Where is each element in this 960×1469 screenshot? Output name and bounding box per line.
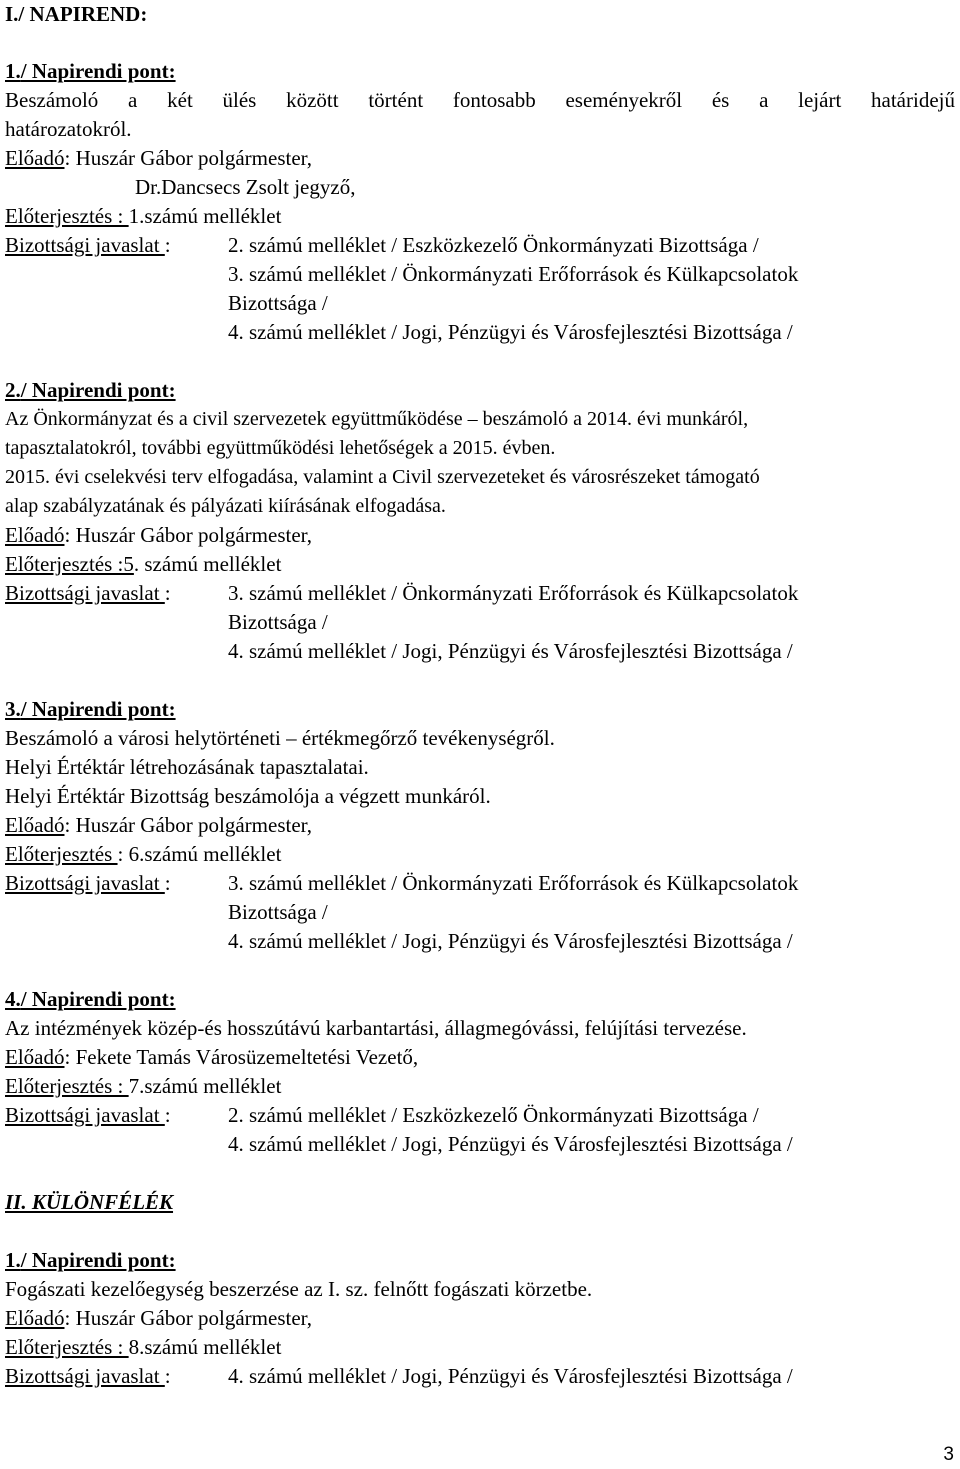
agenda-item-description: tapasztalatokról, további együttműködési lehetőségek a 2015. évben. (5, 437, 556, 459)
agenda-item-kulonfelek-1 (5, 1246, 955, 1391)
committee-line: 4. számú melléklet / Jogi, Pénzügyi és Városfejlesztési Bizottsága / (228, 639, 793, 663)
submission-line: Előterjesztés : 1.számú melléklet (5, 204, 282, 228)
agenda-item-description: Helyi Értéktár létrehozásának tapasztalatai. (5, 755, 369, 779)
submission-label: Előterjesztés (5, 842, 118, 866)
submission-label: Előterjesztés :5 (5, 552, 134, 576)
committee-label: Bizottsági javaslat (5, 1364, 165, 1388)
agenda-item-description: Fogászati kezelőegység beszerzése az I. sz. felnőtt fogászati körzetbe. (5, 1277, 593, 1301)
page-number: 3 (943, 1444, 954, 1465)
agenda-item-description: határozatokról. (5, 117, 132, 141)
agenda-item-heading: 1./ Napirendi pont: (5, 1248, 176, 1272)
committee-line: Bizottsági javaslat : 4. számú melléklet / Jogi, Pénzügyi és Városfejlesztési Bizottsága / (5, 1364, 793, 1388)
agenda-item-description: Helyi Értéktár Bizottság beszámolója a végzett munkáról. (5, 784, 491, 808)
agenda-item-heading: 2./ Napirendi pont: (5, 378, 176, 402)
presenter-label: Előadó (5, 146, 65, 170)
agenda-item-4 (5, 985, 955, 1159)
submission-line: Előterjesztés : 7.számú melléklet (5, 1074, 282, 1098)
committee-line: 4. számú melléklet / Jogi, Pénzügyi és Városfejlesztési Bizottsága / (228, 929, 793, 953)
presenter-label: Előadó (5, 1045, 65, 1069)
agenda-item-1 (5, 57, 955, 347)
presenter-line: Előadó: Huszár Gábor polgármester, (5, 146, 313, 170)
agenda-item-description: alap szabályzatának és pályázati kiírásának elfogadása. (5, 495, 446, 517)
agenda-item-2 (5, 376, 955, 666)
committee-line: Bizottsági javaslat : 2. számú melléklet / Eszközkezelő Önkormányzati Bizottsága / (5, 1103, 759, 1127)
submission-label: Előterjesztés : (5, 1074, 129, 1098)
committee-line: Bizottsága / (228, 900, 328, 924)
section-title-kulonfelek: II. KÜLÖNFÉLÉK (5, 1190, 174, 1214)
agenda-item-description: Az Önkormányzat és a civil szervezetek együttműködése – beszámoló a 2014. évi munkáról, (5, 408, 749, 430)
agenda-item-heading: 1./ Napirendi pont: (5, 59, 176, 83)
committee-line: 4. számú melléklet / Jogi, Pénzügyi és Városfejlesztési Bizottsága / (228, 320, 793, 344)
presenter-line: Előadó: Huszár Gábor polgármester, (5, 1306, 313, 1330)
agenda-item-description: Beszámoló a két ülés között történt fontosabb eseményekről és a lejárt határidejű (5, 88, 955, 112)
committee-line: Bizottsági javaslat : 3. számú melléklet / Önkormányzati Erőforrások és Külkapcsolatok (5, 581, 799, 605)
presenter-label: Előadó (5, 813, 65, 837)
presenter-extra: Dr.Dancsecs Zsolt jegyző, (135, 175, 356, 199)
committee-label: Bizottsági javaslat (5, 581, 165, 605)
presenter-line: Előadó: Fekete Tamás Városüzemeltetési Vezető, (5, 1045, 419, 1069)
presenter-label: Előadó (5, 1306, 65, 1330)
committee-label: Bizottsági javaslat (5, 1103, 165, 1127)
presenter-label: Előadó (5, 523, 65, 547)
agenda-item-heading: 4./ Napirendi pont: (5, 987, 176, 1011)
section-title-napirend: I./ NAPIREND: (5, 2, 148, 26)
agenda-item-description: Beszámoló a városi helytörténeti – értékmegőrző tevékenységről. (5, 726, 555, 750)
committee-label: Bizottsági javaslat (5, 871, 165, 895)
presenter-line: Előadó: Huszár Gábor polgármester, (5, 523, 313, 547)
agenda-item-heading: 3./ Napirendi pont: (5, 697, 176, 721)
committee-line: Bizottsága / (228, 610, 328, 634)
committee-label: Bizottsági javaslat (5, 233, 165, 257)
committee-line: 3. számú melléklet / Önkormányzati Erőforrások és Külkapcsolatok (228, 262, 799, 286)
submission-line: Előterjesztés : 8.számú melléklet (5, 1335, 282, 1359)
submission-line: Előterjesztés :5. számú melléklet (5, 552, 282, 576)
committee-line: 4. számú melléklet / Jogi, Pénzügyi és Városfejlesztési Bizottsága / (228, 1132, 793, 1156)
document-page (5, 0, 955, 1391)
agenda-item-description: Az intézmények közép-és hosszútávú karbantartási, állagmegóvássi, felújítási tervezése. (5, 1016, 747, 1040)
submission-line: Előterjesztés : 6.számú melléklet (5, 842, 282, 866)
committee-line: Bizottsági javaslat : 3. számú melléklet / Önkormányzati Erőforrások és Külkapcsolatok (5, 871, 799, 895)
agenda-item-3 (5, 695, 955, 956)
submission-label: Előterjesztés : (5, 204, 129, 228)
committee-line: Bizottsági javaslat : 2. számú melléklet / Eszközkezelő Önkormányzati Bizottsága / (5, 233, 759, 257)
committee-line: Bizottsága / (228, 291, 328, 315)
agenda-item-description: 2015. évi cselekvési terv elfogadása, valamint a Civil szervezeteket és városrészeket támogató (5, 466, 760, 488)
presenter-line: Előadó: Huszár Gábor polgármester, (5, 813, 313, 837)
submission-label: Előterjesztés : (5, 1335, 129, 1359)
